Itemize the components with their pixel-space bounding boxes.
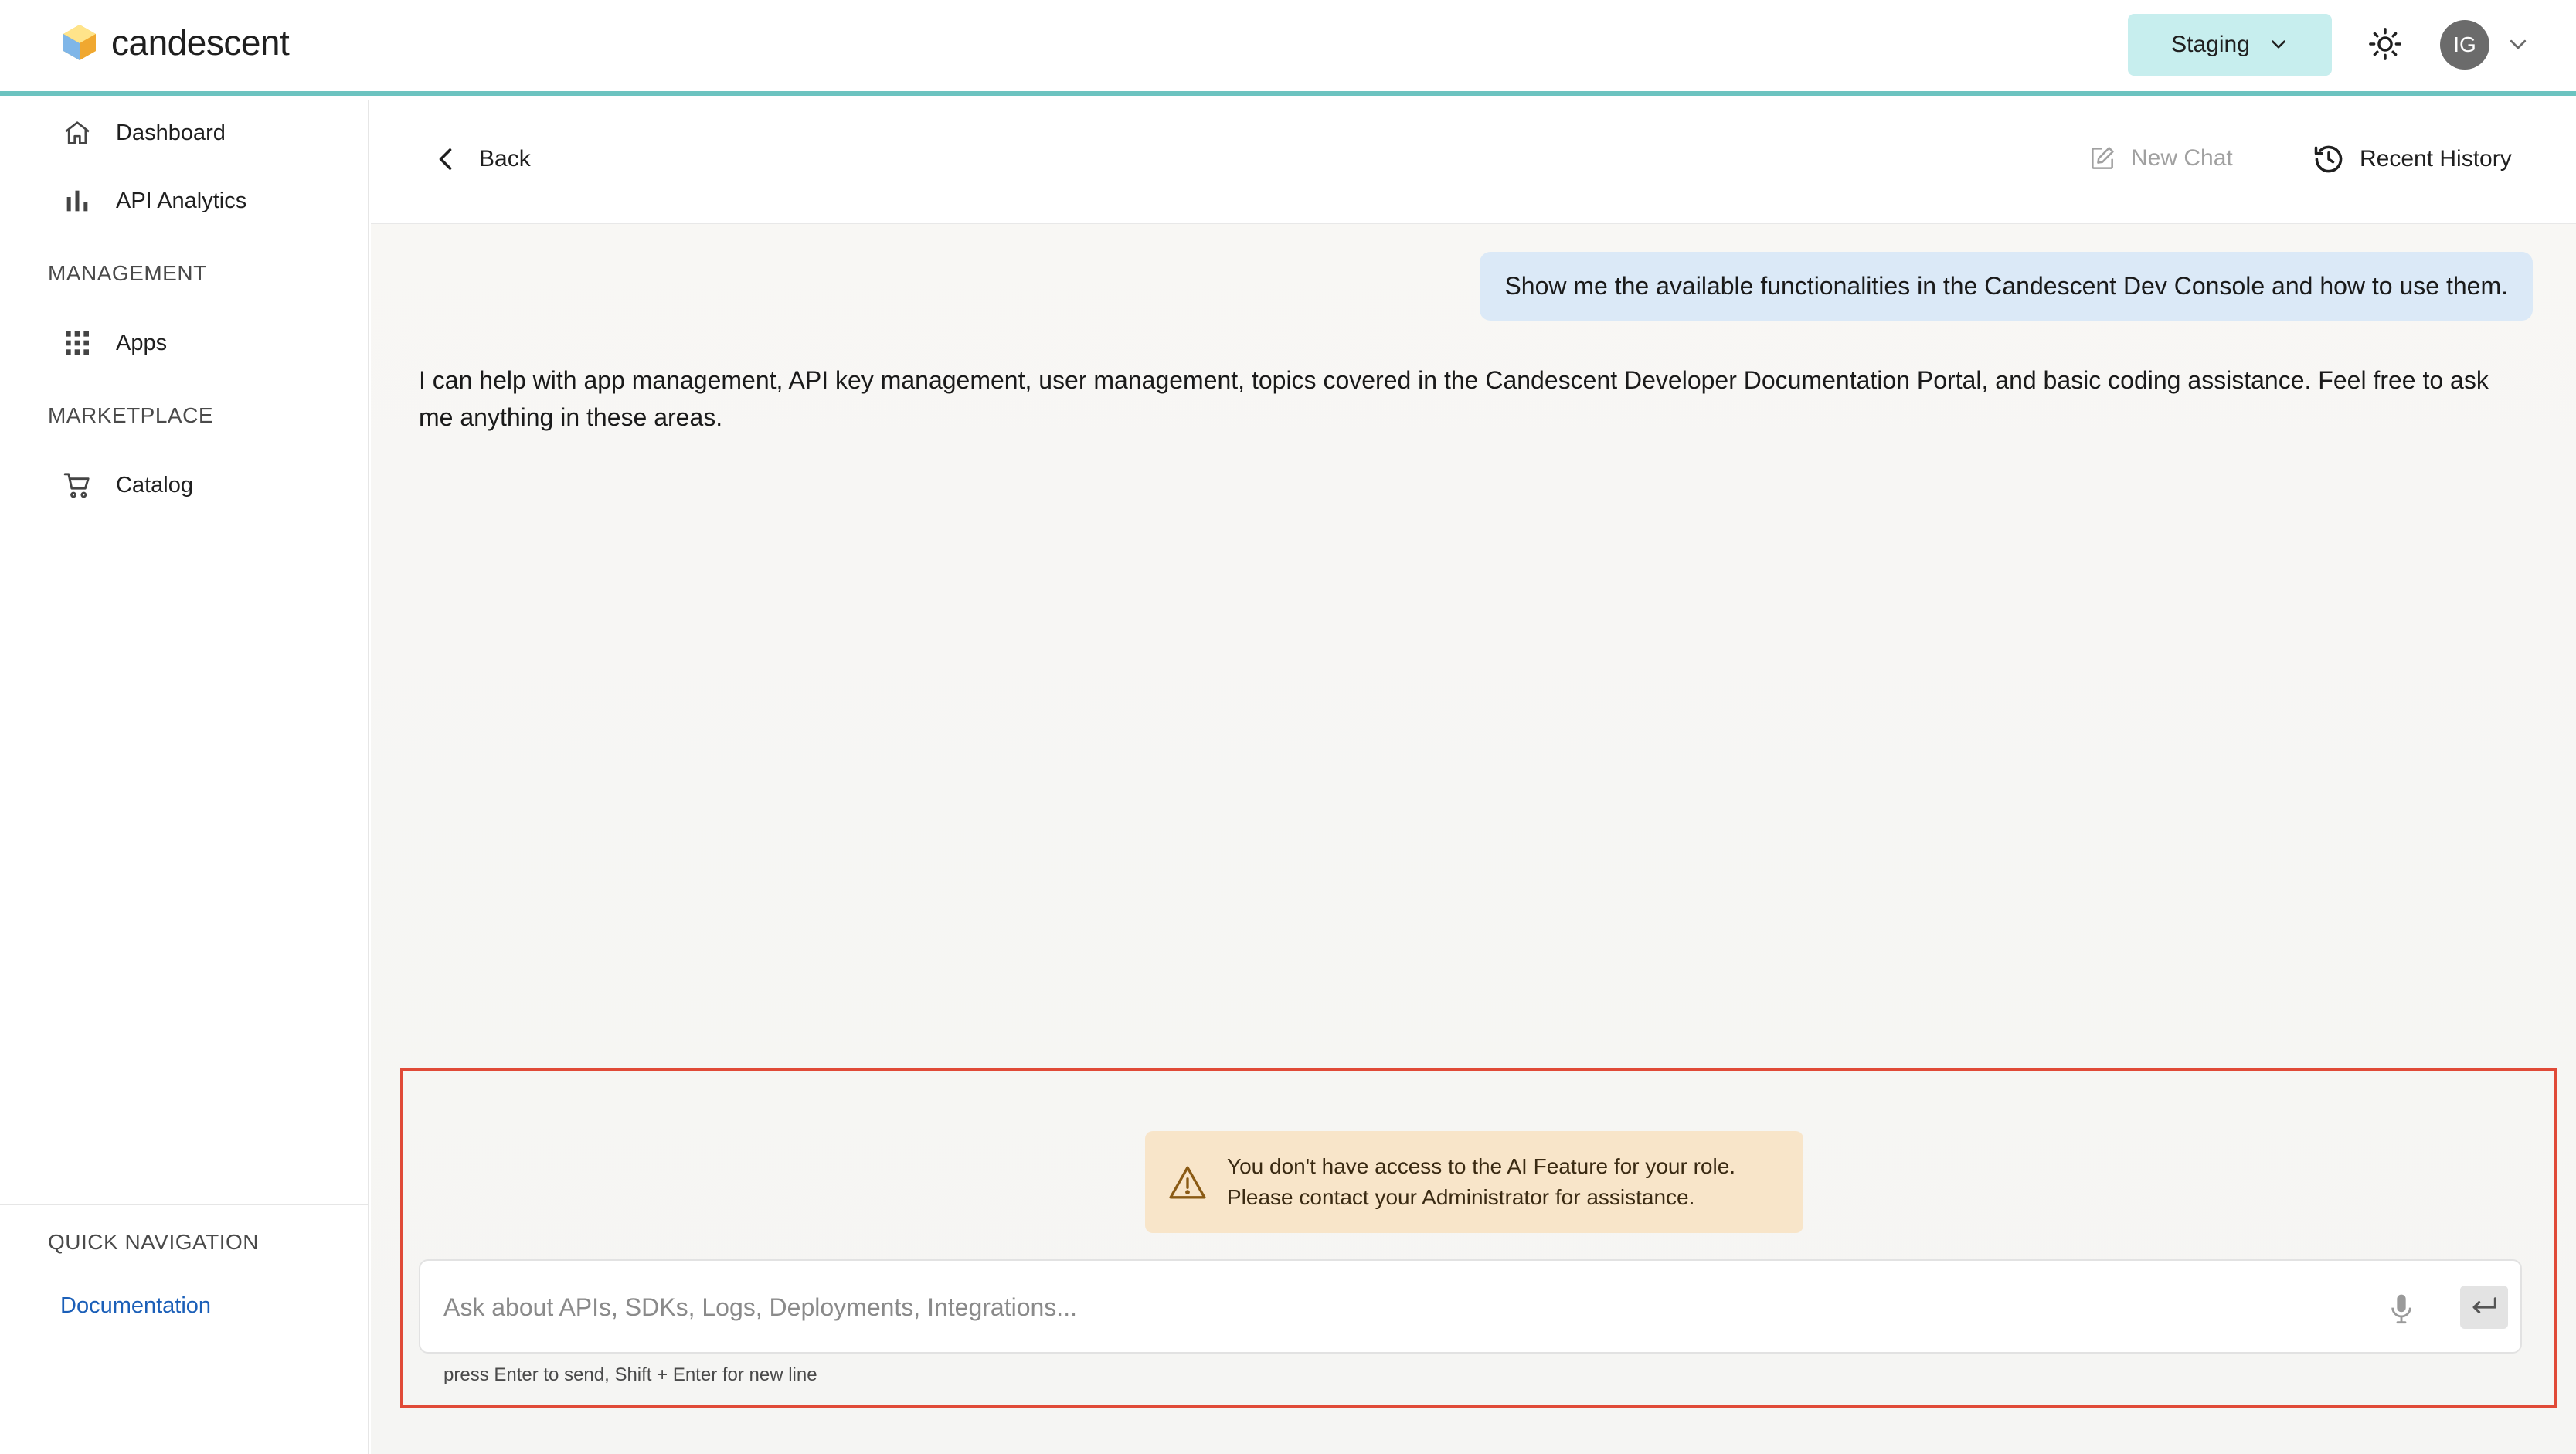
sidebar-item-label: Catalog	[116, 472, 193, 498]
logo-mark-icon	[62, 23, 97, 62]
chat-header	[371, 100, 2576, 224]
warning-line-1: You don't have access to the AI Feature for your role.	[1227, 1154, 1736, 1178]
top-bar	[0, 0, 2576, 96]
history-icon	[2312, 142, 2346, 176]
recent-history-button[interactable]	[2312, 142, 2512, 176]
microphone-icon	[2388, 1292, 2415, 1326]
sidebar-item-api-analytics[interactable]	[62, 185, 246, 216]
sidebar-item-label: Apps	[116, 330, 168, 355]
sidebar-item-label: API Analytics	[116, 188, 247, 213]
brand-name: candescent	[111, 22, 290, 63]
sidebar-item-label: Dashboard	[116, 120, 226, 145]
chat-input[interactable]	[443, 1284, 2282, 1330]
sidebar-item-apps[interactable]	[62, 328, 167, 358]
avatar-initials: IG	[2453, 32, 2476, 56]
section-label-marketplace: MARKETPLACE	[48, 403, 213, 427]
documentation-link[interactable]: Documentation	[60, 1293, 212, 1318]
chevron-left-icon	[433, 144, 460, 175]
assistant-message: I can help with app management, API key management, user management, topics covered in the Candescent Developer Documentation Portal, and basic coding assistance. Feel free to ask me anything in these areas.	[419, 366, 2489, 431]
bar-chart-icon	[62, 185, 93, 216]
avatar[interactable]	[2440, 20, 2489, 70]
back-button[interactable]	[433, 144, 531, 175]
sidebar	[0, 100, 369, 1454]
recent-history-label: Recent History	[2360, 146, 2512, 172]
brand-logo[interactable]	[62, 22, 289, 63]
chat-panel	[371, 100, 2576, 1454]
section-label-quick-navigation: QUICK NAVIGATION	[48, 1230, 259, 1254]
new-chat-label: New Chat	[2131, 145, 2233, 171]
chevron-down-icon	[2268, 35, 2289, 55]
sun-icon	[2367, 26, 2403, 62]
send-button[interactable]	[2460, 1286, 2508, 1329]
sidebar-item-dashboard[interactable]	[62, 117, 226, 148]
theme-toggle[interactable]	[2364, 23, 2406, 65]
enter-arrow-icon	[2469, 1295, 2500, 1320]
home-icon	[62, 117, 93, 148]
user-message: Show me the available functionalities in the Candescent Dev Console and how to use them.	[1480, 252, 2533, 321]
composer-hint: press Enter to send, Shift + Enter for new line	[443, 1364, 817, 1385]
warning-line-2: Please contact your Administrator for assistance.	[1227, 1185, 1695, 1209]
highlight-frame	[400, 1068, 2557, 1408]
section-label-management: MANAGEMENT	[48, 261, 207, 285]
environment-label: Staging	[2171, 32, 2250, 57]
edit-icon	[2088, 144, 2117, 173]
back-label: Back	[479, 146, 531, 172]
voice-input-button[interactable]	[2383, 1289, 2420, 1329]
warning-text	[1227, 1151, 1735, 1213]
new-chat-button[interactable]	[2088, 144, 2233, 173]
account-menu-chevron-icon[interactable]	[2506, 32, 2530, 56]
warning-icon	[1168, 1164, 1207, 1200]
sidebar-item-catalog[interactable]	[62, 470, 193, 501]
chat-composer	[419, 1259, 2522, 1354]
environment-selector[interactable]	[2128, 14, 2332, 76]
access-warning	[1145, 1131, 1803, 1233]
grid-icon	[62, 328, 93, 358]
cart-icon	[62, 470, 93, 501]
